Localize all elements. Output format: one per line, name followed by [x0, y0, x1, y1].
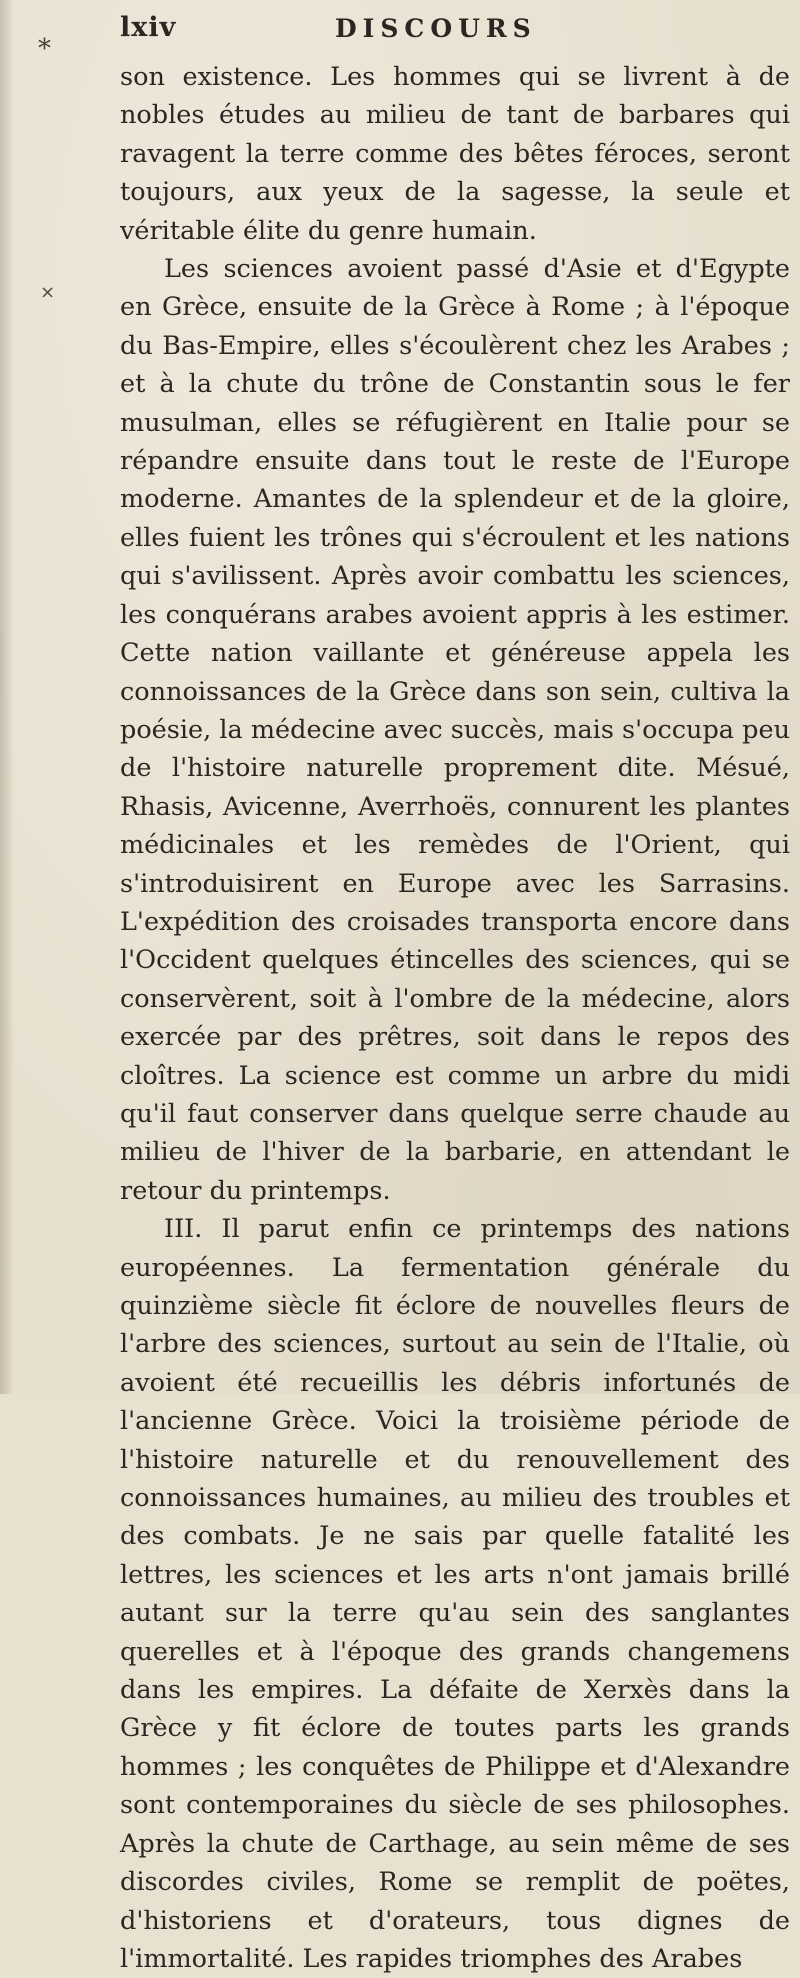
page-gutter-shadow	[0, 0, 14, 1394]
page-number: lxiv	[120, 12, 177, 43]
paragraph-1: son existence. Les hommes qui se livrent à de nobles études au milieu de tant de barbares qui ravagent la terre comme des bêtes féroces, seront toujours, aux yeux de la sagesse, la seule et véritable élite du genre humain.	[120, 62, 790, 246]
margin-star-mark: *	[38, 34, 51, 64]
paragraph-2: Les sciences avoient passé d'Asie et d'Egypte en Grèce, ensuite de la Grèce à Rome ; à l'époque du Bas-Empire, elles s'écoulèrent chez les Arabes ; et à la chute du trône de Constantin sous le fer musulman, elles se réfugièrent en Italie pour se répandre ensuite dans tout le reste de l'Europe moderne. Amantes de la splendeur et de la gloire, elles fuient les trônes qui s'écroulent et les nations qui s'avilissent. Après avoir combattu les sciences, les conquérans arabes avoient appris à les estimer. Cette nation vaillante et généreuse appela les connoissances de la Grèce dans son sein, cultiva la poésie, la médecine avec succès, mais s'occupa peu de l'histoire naturelle proprement dite. Mésué, Rhasis, Avicenne, Averrhoës, connurent les plantes médicinales et les remèdes de l'Orient, qui s'introduisirent en Europe avec les Sarrasins. L'expédition des croisades transporta encore dans l'Occident quelques étincelles des sciences, qui se conservèrent, soit à l'ombre de la médecine, alors exercée par des prêtres, soit dans le repos des cloîtres. La science est comme un arbre du midi qu'il faut conserver dans quelque serre chaude au milieu de l'hiver de la barbarie, en attendant le retour du printemps.	[120, 254, 790, 1206]
body-text	[120, 58, 790, 1978]
running-head: DISCOURS	[335, 14, 537, 43]
paragraph-3: III. Il parut enfin ce printemps des nations européennes. La fermentation générale du quinzième siècle fit éclore de nouvelles fleurs de l'arbre des sciences, surtout au sein de l'Italie, où avoient été recueillis les débris infortunés de l'ancienne Grèce. Voici la troisième période de l'histoire naturelle et du renouvellement des connoissances humaines, au milieu des troubles et des combats. Je ne sais par quelle fatalité les lettres, les sciences et les arts n'ont jamais brillé autant sur la terre qu'au sein des sanglantes querelles et à l'époque des grands changemens dans les empires. La défaite de Xerxès dans la Grèce y fit éclore de toutes parts les grands hommes ; les conquêtes de Philippe et d'Alexandre sont contemporaines du siècle de ses philosophes. Après la chute de Carthage, au sein même de ses discordes civiles, Rome se remplit de poëtes, d'historiens et d'orateurs, tous dignes de l'immortalité. Les rapides triomphes des Arabes	[120, 1214, 790, 1974]
margin-cross-mark: ×	[40, 282, 56, 303]
page-header	[120, 12, 720, 52]
